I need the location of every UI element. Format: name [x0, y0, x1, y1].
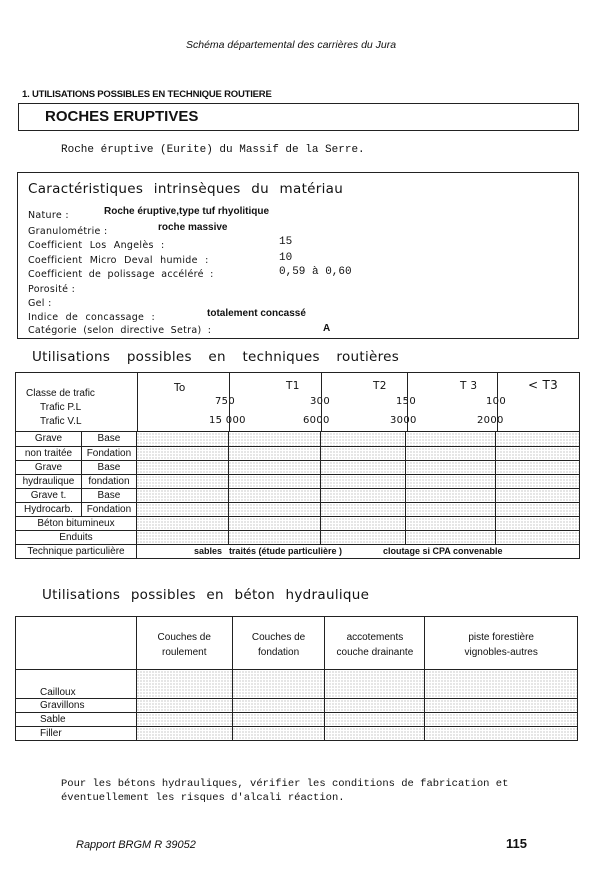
footer-report: Rapport BRGM R 39052	[76, 839, 196, 851]
row-beton-bitumineux	[16, 517, 580, 531]
row-cailloux	[16, 670, 578, 699]
class-to: To	[174, 382, 186, 394]
note-traites: traités (étude particulière )	[228, 546, 342, 556]
row-label: Cailloux	[16, 670, 137, 699]
trafic-vl-label: Trafic V.L	[40, 416, 82, 427]
col-couches-roulement-l1: Couches de	[157, 632, 211, 643]
micro-deval-label: Coefficient Micro Deval humide :	[28, 255, 209, 266]
los-angeles-value: 15	[279, 236, 293, 248]
row-group: Technique particulière	[16, 545, 137, 559]
los-angeles-label: Coefficient Los Angelès :	[28, 240, 165, 251]
row-grave-hc-base	[16, 489, 580, 503]
note-sables: sables	[193, 546, 222, 556]
class-t2: T2	[373, 380, 387, 392]
row-gravillons	[16, 699, 578, 713]
pl-750: 750	[215, 396, 235, 407]
classe-trafic-label: Classe de trafic	[26, 388, 95, 399]
categorie-label: Catégorie (selon directive Setra) :	[28, 325, 212, 336]
routieres-body	[15, 431, 580, 559]
porosite-label: Porosité :	[28, 284, 76, 295]
row-grave-hyd-base	[16, 461, 580, 475]
row-enduits	[16, 531, 580, 545]
row-sable	[16, 713, 578, 727]
vl-3000: 3000	[390, 415, 417, 426]
col-piste-l2: vignobles-autres	[464, 647, 538, 658]
class-t1: T1	[286, 380, 300, 392]
row-group: hydraulique	[16, 475, 82, 489]
routieres-table	[15, 372, 580, 567]
row-group: Grave	[16, 461, 82, 475]
row-grave-hc-fondation	[16, 503, 580, 517]
caracteristiques-box	[17, 172, 579, 339]
row-group: Grave t.	[16, 489, 82, 503]
row-grave-nt-base	[16, 432, 580, 447]
col-couches-roulement-l2: roulement	[162, 647, 207, 658]
col-piste-l1: piste forestière	[468, 632, 534, 643]
vl-15000: 15 000	[209, 415, 246, 426]
routieres-heading: Utilisations possibles en techniques routières	[32, 349, 400, 365]
hydraulique-heading: Utilisations possibles en béton hydraulique	[42, 587, 370, 603]
rock-type-title: ROCHES ERUPTIVES	[45, 108, 199, 125]
col-couches-fondation-l1: Couches de	[251, 632, 306, 643]
pl-100: 100	[486, 396, 506, 407]
row-sub: Base	[81, 461, 136, 475]
row-sub: Base	[81, 489, 136, 503]
note-cloutage: cloutage si CPA convenable	[382, 546, 503, 556]
row-sub: fondation	[81, 475, 136, 489]
row-sub: Base	[81, 432, 136, 447]
row-label: Gravillons	[16, 699, 137, 713]
row-sub: Fondation	[81, 447, 136, 461]
note-line-2: éventuellement les risques d'alcali réaction.	[61, 792, 345, 804]
categorie-value: A	[323, 323, 331, 334]
section-title: 1. UTILISATIONS POSSIBLES EN TECHNIQUE ROUTIERE	[22, 89, 272, 100]
note-line-1: Pour les bétons hydrauliques, vérifier les conditions de fabrication et	[61, 778, 509, 790]
row-group: Hydrocarb.	[16, 503, 82, 517]
granulometrie-value: roche massive	[158, 222, 228, 233]
polissage-label: Coefficient de polissage accéléré :	[28, 269, 214, 280]
hydraulique-table	[15, 616, 578, 741]
row-label: Filler	[16, 727, 137, 741]
granulometrie-label: Granulométrie :	[28, 226, 108, 237]
class-t3: T 3	[460, 380, 478, 392]
intro-text: Roche éruptive (Eurite) du Massif de la Serre.	[61, 144, 365, 156]
footer-page-number: 115	[506, 836, 527, 851]
trafic-pl-label: Trafic P.L	[40, 402, 82, 413]
concassage-value: totalement concassé	[207, 308, 306, 319]
row-grave-nt-fondation	[16, 447, 580, 461]
running-title: Schéma départemental des carrières du Jura	[186, 39, 397, 51]
row-group: Grave	[16, 432, 82, 447]
pl-150: 150	[396, 396, 416, 407]
class-lt-t3: < T3	[528, 378, 559, 392]
col-accotements-l2: couche drainante	[336, 647, 414, 658]
gel-label: Gel :	[28, 298, 52, 309]
rock-type-box	[18, 103, 579, 131]
vl-6000: 6000	[303, 415, 330, 426]
nature-value: Roche éruptive,type tuf rhyolitique	[104, 206, 270, 217]
vl-2000: 2000	[477, 415, 504, 426]
caracteristiques-heading: Caractéristiques intrinsèques du matériau	[28, 181, 344, 197]
row-technique-particuliere	[16, 545, 580, 559]
polissage-value: 0,59 à 0,60	[279, 266, 352, 278]
row-group: Enduits	[16, 531, 137, 545]
routieres-table-header	[15, 372, 580, 432]
row-filler	[16, 727, 578, 741]
row-group: Béton bitumineux	[16, 517, 137, 531]
row-sub: Fondation	[81, 503, 136, 517]
col-accotements-l1: accotements	[346, 632, 404, 643]
nature-label: Nature :	[28, 210, 69, 221]
row-group: non traitée	[16, 447, 82, 461]
row-grave-hyd-fondation	[16, 475, 580, 489]
pl-300: 300	[310, 396, 330, 407]
col-couches-fondation-l2: fondation	[257, 647, 300, 658]
concassage-label: Indice de concassage :	[28, 312, 155, 323]
hydraulique-header-row	[16, 617, 578, 670]
micro-deval-value: 10	[279, 252, 293, 264]
row-label: Sable	[16, 713, 137, 727]
